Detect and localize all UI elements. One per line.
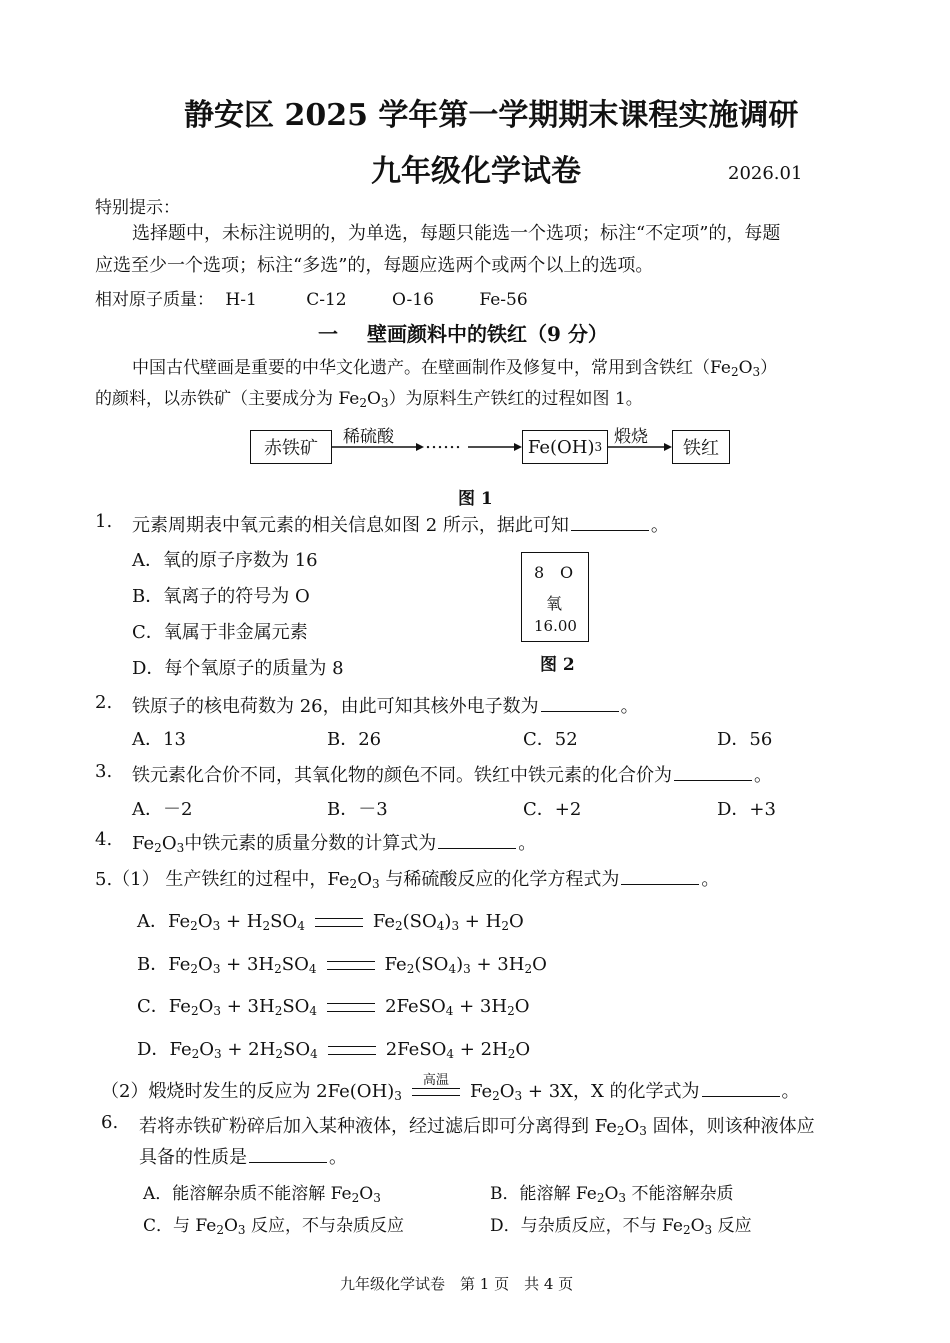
- equals-sign: [328, 1046, 376, 1055]
- exam-subtitle: 九年级化学试卷: [371, 154, 581, 189]
- q6-stem-line-1: 若将赤铁矿粉碎后加入某种液体，经过滤后即可分离得到 $Fe_2O_3$ 固体，则该种液体应: [139, 1116, 815, 1138]
- q1-option-d: D．每个氧原子的质量为 8: [132, 658, 344, 679]
- element-number: 8: [534, 563, 545, 582]
- q5-option-c: C．$Fe_2O_3 + 3H_2SO_4$ 2FeSO$_4$ + $3H_2O$: [137, 996, 530, 1018]
- q2-stem: 铁原子的核电荷数为 26，由此可知其核外电子数为 。: [132, 692, 639, 718]
- notice-line-2: 应选至少一个选项；标注“多选”的，每题应选两个或两个以上的选项。: [95, 255, 654, 276]
- equals-sign: [327, 1003, 375, 1012]
- exam-date: 2026.01: [728, 163, 803, 184]
- q3-number: 3.: [95, 761, 113, 782]
- mass-h: H-1: [225, 290, 257, 310]
- q4-stem: $Fe_2O_3$中铁元素的质量分数的计算式为 。: [132, 829, 536, 855]
- q6-option-b: B．能溶解 $Fe_2O_3$ 不能溶解杂质: [490, 1184, 734, 1205]
- notice-label: 特别提示：: [95, 198, 180, 218]
- q4-number: 4.: [95, 829, 113, 850]
- q1-stem: 元素周期表中氧元素的相关信息如图 2 所示，据此可知 。: [132, 511, 669, 537]
- figure-1-caption: 图 1: [458, 489, 493, 509]
- notice-line-1: 选择题中，未标注说明的，为单选，每题只能选一个选项；标注“不定项”的，每题: [132, 223, 781, 244]
- equals-sign: [327, 961, 375, 970]
- flow-box-iron-red: 铁红: [672, 430, 730, 464]
- figure-2-caption: 图 2: [540, 655, 575, 675]
- q6-option-c: C．与 $Fe_2O_3$ 反应，不与杂质反应: [143, 1216, 404, 1237]
- section-number: 一: [318, 322, 338, 346]
- element-mass: 16.00: [534, 617, 577, 635]
- mass-fe: Fe-56: [479, 290, 528, 310]
- q5-option-b: B．$Fe_2O_3 + 3H_2SO_4$ $Fe_2(SO_4)_3 + 3H_2O$: [137, 954, 547, 976]
- q5-answer-blank[interactable]: [621, 866, 699, 885]
- flow-box-feoh3: Fe(OH) 3: [522, 430, 608, 464]
- q3-option-d: D．+3: [717, 799, 776, 820]
- q2-option-b: B．26: [327, 729, 382, 750]
- q5-option-a: A．$Fe_2O_3 + H_2SO_4$ $Fe_2(SO_4)_3 + H_2O$: [137, 911, 524, 933]
- q2-option-c: C．52: [523, 729, 578, 750]
- q2-number: 2.: [95, 692, 113, 713]
- q5-stem: 5.（1） 生产铁红的过程中，$Fe_2O_3$ 与稀硫酸反应的化学方程式为 。: [95, 865, 719, 891]
- element-symbol: O: [560, 563, 574, 582]
- q1-option-c: C．氧属于非金属元素: [132, 622, 308, 643]
- flow-arrow-2: [468, 440, 522, 454]
- q1-answer-blank[interactable]: [571, 512, 649, 531]
- flow-arrow-1: [332, 440, 424, 454]
- q1-option-b: B．氧离子的符号为 O: [132, 586, 310, 607]
- oxygen-element-card: [521, 552, 589, 642]
- exam-title: 静安区 2025 学年第一学期期末课程实施调研: [184, 98, 799, 133]
- atomic-masses: [95, 285, 528, 310]
- equals-sign: [315, 918, 363, 927]
- intro-line-2: 的颜料，以赤铁矿（主要成分为 $Fe_2O_3$）为原料生产铁红的过程如图 1。: [95, 389, 643, 410]
- atomic-masses-label: 相对原子质量：: [95, 290, 214, 310]
- q1-option-a: A．氧的原子序数为 16: [132, 550, 318, 571]
- intro-line-1: 中国古代壁画是重要的中华文化遗产。在壁画制作及修复中，常用到含铁红$(Fe_2O_3)$: [132, 358, 778, 379]
- q6-stem-line-2: 具备的性质是 。: [139, 1143, 347, 1169]
- q6-number: 6.: [101, 1112, 119, 1133]
- q4-answer-blank[interactable]: [438, 830, 516, 849]
- page-footer: 九年级化学试卷 第 1 页 共 4 页: [340, 1275, 574, 1293]
- section-heading: [318, 318, 608, 347]
- q3-stem: 铁元素化合价不同，其氧化物的颜色不同。铁红中铁元素的化合价为 。: [132, 761, 772, 787]
- element-name: 氧: [546, 594, 563, 613]
- section-title: 壁画颜料中的铁红（9 分）: [366, 322, 608, 346]
- flow-dots: ……: [425, 432, 461, 453]
- q6-option-d: D．与杂质反应，不与 $Fe_2O_3$ 反应: [490, 1216, 752, 1237]
- q2-option-a: A．13: [132, 729, 186, 750]
- q3-answer-blank[interactable]: [674, 762, 752, 781]
- q5-part-2-answer-blank[interactable]: [702, 1078, 780, 1097]
- q5-option-d: D．$Fe_2O_3 + 2H_2SO_4$ 2FeSO$_4$ + $2H_2O$: [137, 1039, 531, 1061]
- q6-option-a: A．能溶解杂质不能溶解 $Fe_2O_3$: [143, 1184, 381, 1205]
- flow-label-acid: 稀硫酸: [343, 427, 394, 447]
- flow-label-calcine: 煅烧: [614, 427, 648, 447]
- q2-option-d: D．56: [717, 729, 773, 750]
- q3-option-a: A．－2: [132, 799, 193, 820]
- mass-o: O-16: [392, 290, 434, 310]
- q1-number: 1.: [95, 511, 113, 532]
- q5-part-2: （2）煅烧时发生的反应为 $2Fe(OH)_3$ 高温 $Fe_2O_3 + 3X$，X 的化学式为 。: [101, 1073, 800, 1103]
- q6-answer-blank[interactable]: [249, 1144, 327, 1163]
- q3-option-b: B．－3: [327, 799, 388, 820]
- flow-box-hematite: 赤铁矿: [250, 430, 332, 464]
- mass-c: C-12: [306, 290, 347, 310]
- q2-answer-blank[interactable]: [541, 693, 619, 712]
- q3-option-c: C．+2: [523, 799, 582, 820]
- flow-arrow-3: [608, 440, 672, 454]
- high-temp-equals-sign: 高温: [412, 1088, 460, 1096]
